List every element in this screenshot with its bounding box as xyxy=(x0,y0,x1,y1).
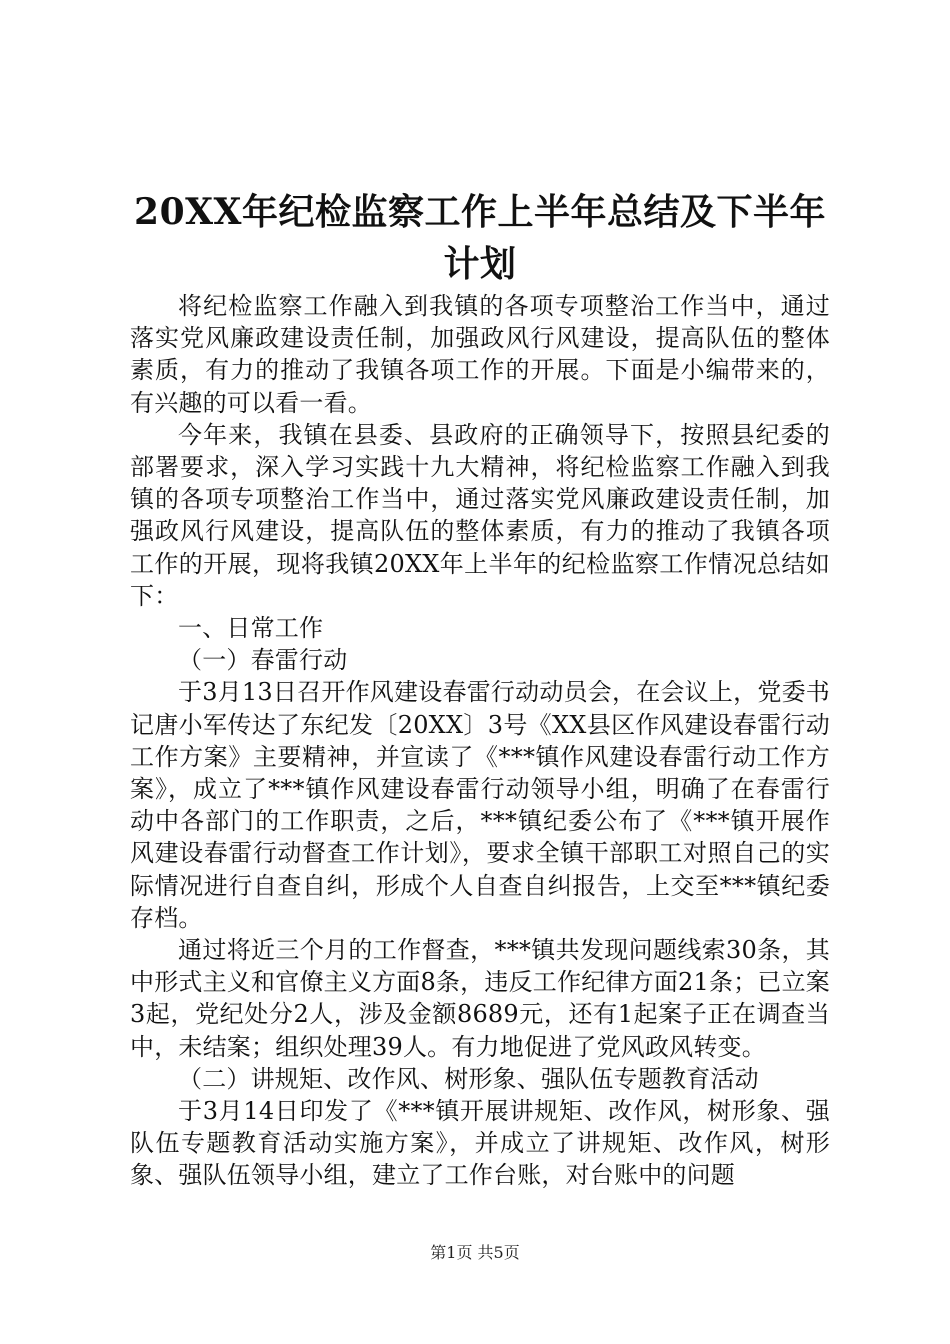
paragraph-spring-thunder: 于3月13日召开作风建设春雷行动动员会，在会议上，党委书记唐小军传达了东纪发〔20XX〕3号《XX县区作风建设春雷行动工作方案》主要精神，并宣读了《***镇作风建设春雷行动工作方案》，成立了***镇作风建设春雷行动领导小组，明确了在春雷行动中各部门的工作职责，之后，***镇纪委公布了《***镇开展作风建设春雷行动督查工作计划》，要求全镇干部职工对照自己的实际情况进行自查自纠，形成个人自查自纠报告，上交至***镇纪委存档。 xyxy=(130,678,830,932)
document-body xyxy=(130,290,830,1192)
paragraph-education-campaign: 于3月14日印发了《***镇开展讲规矩、改作风，树形象、强队伍专题教育活动实施方案》，并成立了讲规矩、改作风，树形象、强队伍领导小组，建立了工作台账，对台账中的问题 xyxy=(130,1097,830,1190)
document-title: 20XX年纪检监察工作上半年总结及下半年计划 xyxy=(134,191,826,285)
paragraph-overview: 今年来，我镇在县委、县政府的正确领导下，按照县纪委的部署要求，深入学习实践十九大精神，将纪检监察工作融入到我镇的各项专项整治工作当中，通过落实党风廉政建设责任制，加强政风行风建设，提高队伍的整体素质，有力的推动了我镇各项工作的开展，现将我镇20XX年上半年的纪检监察工作情况总结如下： xyxy=(130,420,830,610)
subsection-heading-spring-thunder: （一）春雷行动 xyxy=(178,646,348,675)
page-footer: 第1页 共5页 xyxy=(430,1243,520,1262)
paragraph-supervision-results: 通过将近三个月的工作督查，***镇共发现问题线索30条，其中形式主义和官僚主义方面8条，违反工作纪律方面21条；已立案3起，党纪处分2人，涉及金额8689元，还有1起案子正在调查当中，未结案；组织处理39人。有力地促进了党风政风转变。 xyxy=(130,936,830,1061)
subsection-heading-education-campaign: （二）讲规矩、改作风、树形象、强队伍专题教育活动 xyxy=(178,1064,759,1093)
section-heading-daily-work: 一、日常工作 xyxy=(178,614,324,643)
paragraph-intro: 将纪检监察工作融入到我镇的各项专项整治工作当中，通过落实党风廉政建设责任制，加强政风行风建设，提高队伍的整体素质，有力的推动了我镇各项工作的开展。下面是小编带来的，有兴趣的可以看一看。 xyxy=(130,292,830,417)
